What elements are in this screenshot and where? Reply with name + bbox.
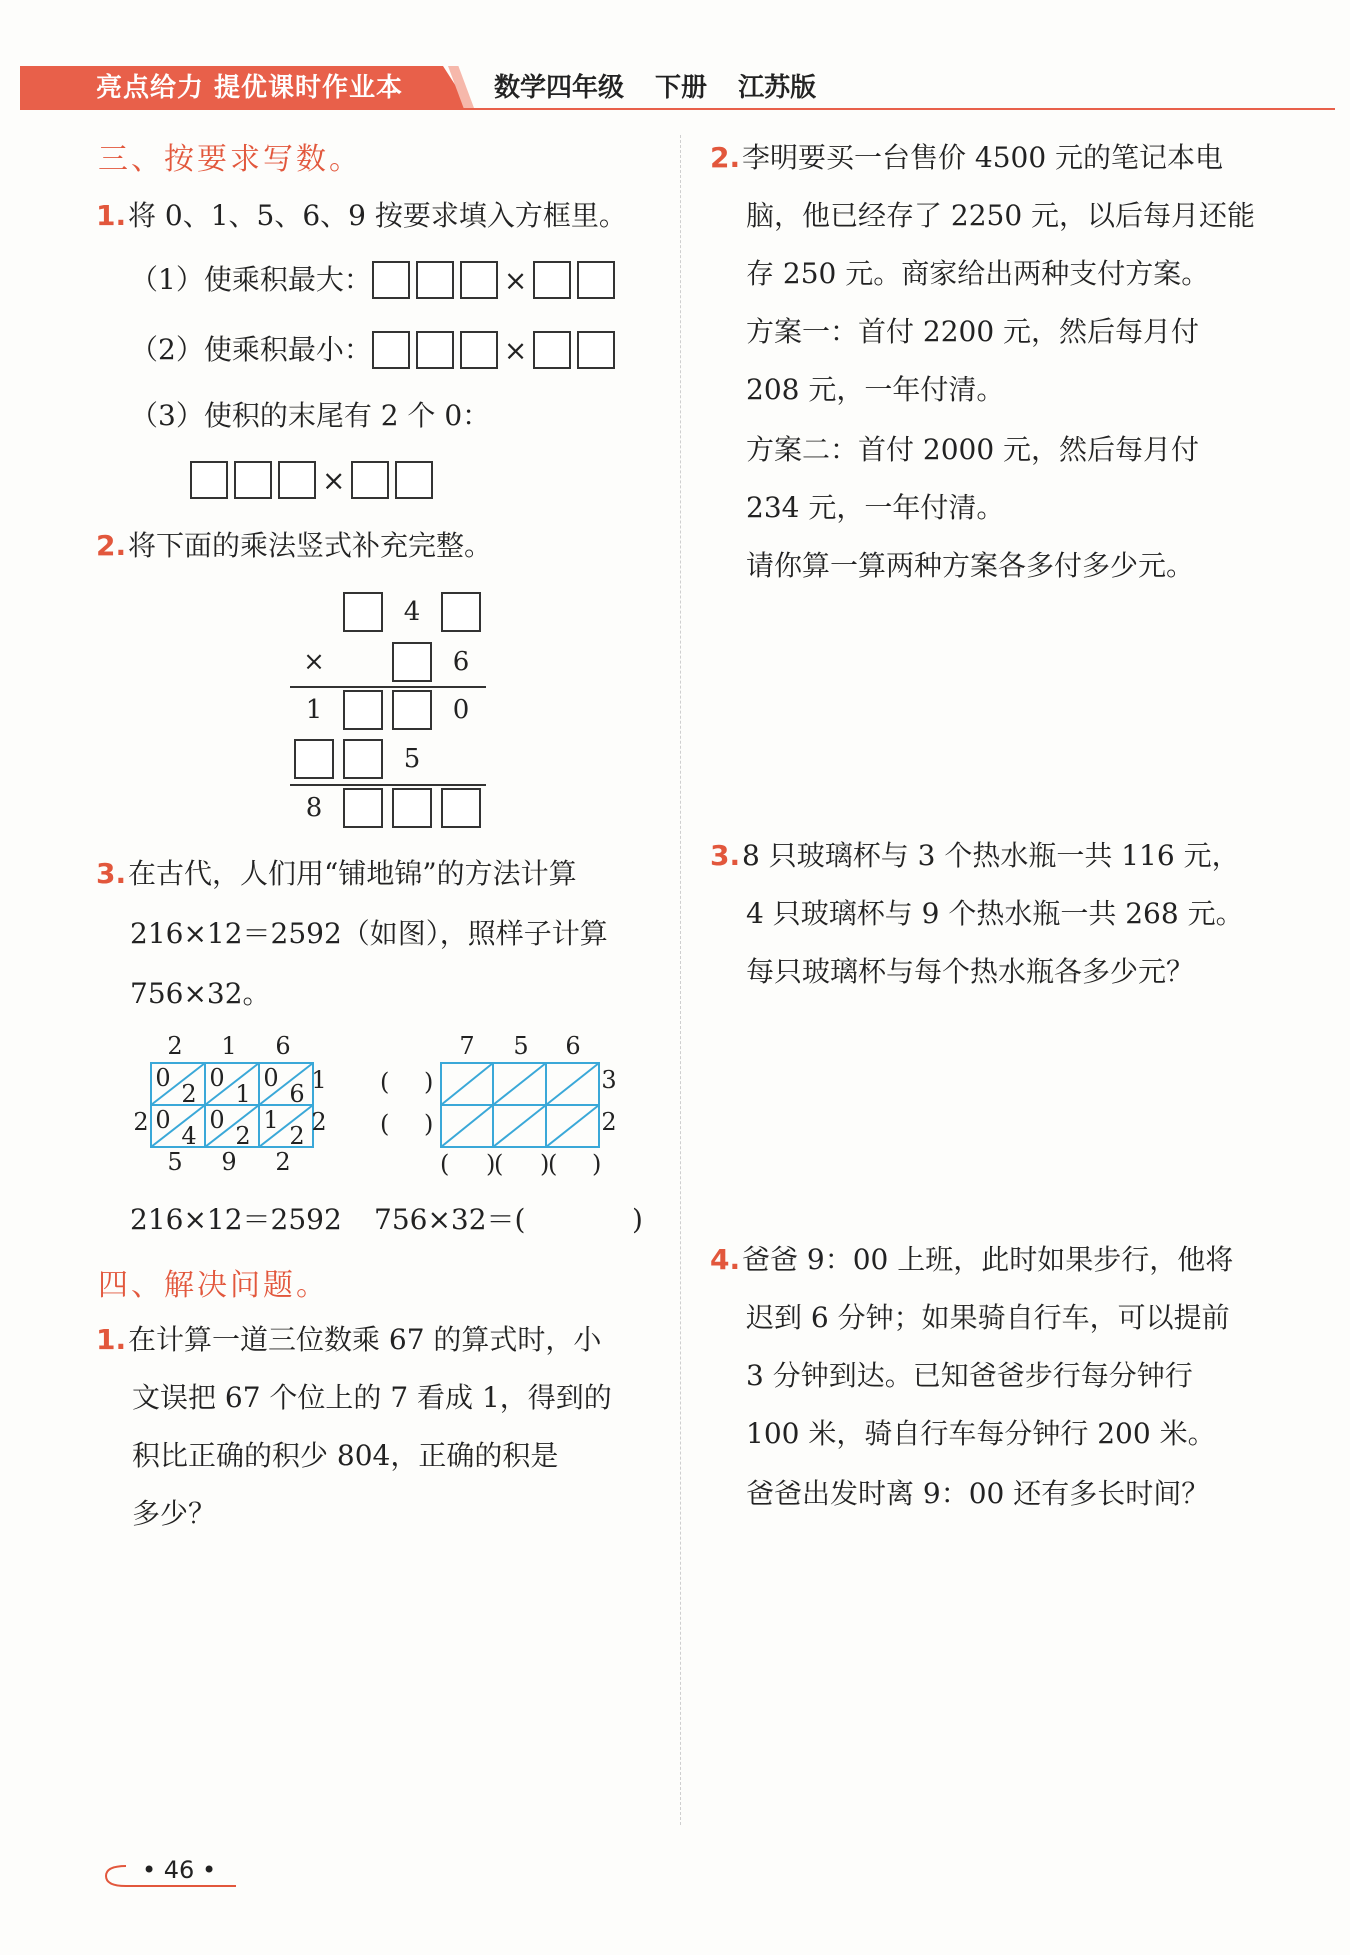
paren-close: ) xyxy=(424,1110,434,1138)
s4-q1-line-1 xyxy=(96,1320,601,1360)
paren-open: ( xyxy=(380,1110,390,1138)
s3-q1-part3 xyxy=(190,458,439,502)
digit: 4 xyxy=(403,597,421,627)
lattice-cell-digit: 1 xyxy=(235,1080,251,1108)
times-sign: × xyxy=(503,263,528,297)
answer-box[interactable] xyxy=(392,788,432,828)
s4-q4-number: 4. xyxy=(710,1243,741,1276)
s4-q2-line-5: 208 元，一年付清。 xyxy=(746,373,1005,406)
answer-box[interactable] xyxy=(343,788,383,828)
s4-q2-text: 李明要买一台售价 4500 元的笔记本电 xyxy=(742,141,1224,174)
answer-box[interactable] xyxy=(460,261,498,299)
s4-q4-line-3: 3 分钟到达。已知爸爸步行每分钟行 xyxy=(746,1359,1193,1392)
lattice-bottom-digit: 9 xyxy=(221,1148,237,1176)
answer-box[interactable] xyxy=(577,261,615,299)
paren-open: ( xyxy=(440,1150,450,1178)
s4-q2-line-3: 存 250 元。商家给出两种支付方案。 xyxy=(746,257,1210,290)
digit: 5 xyxy=(403,744,421,774)
answer-box[interactable] xyxy=(372,331,410,369)
lattice-top-digit: 6 xyxy=(275,1032,291,1060)
lattice-cell-digit: 6 xyxy=(289,1080,305,1108)
answer-box[interactable] xyxy=(441,592,481,632)
page-number-wrap xyxy=(142,1856,216,1884)
lattice-result-example: 216×12＝2592 xyxy=(130,1203,342,1236)
times-sign: × xyxy=(503,333,528,367)
answer-box[interactable] xyxy=(351,461,389,499)
answer-box[interactable] xyxy=(392,642,432,682)
s3-q3-text: 在古代，人们用“铺地锦”的方法计算 xyxy=(128,857,577,890)
column-divider xyxy=(680,135,681,1825)
lattice-cell-digit: 0 xyxy=(263,1064,279,1092)
s4-q3-line-2: 4 只玻璃杯与 9 个热水瓶一共 268 元。 xyxy=(746,897,1244,930)
lattice-cell-digit: 0 xyxy=(155,1064,171,1092)
lattice-top-digit: 1 xyxy=(221,1032,237,1060)
s4-q4-line-1 xyxy=(710,1240,1233,1280)
s3-q3-number: 3. xyxy=(96,857,127,890)
s4-q1-line-4: 多少？ xyxy=(132,1497,217,1530)
s3-q2-text: 将下面的乘法竖式补充完整。 xyxy=(128,529,493,562)
lattice-cell-digit: 4 xyxy=(181,1122,197,1150)
s3-q3-line-1 xyxy=(96,854,577,894)
s4-q2-number: 2. xyxy=(710,141,741,174)
s3-q1-part3-label: （3）使积的末尾有 2 个 0： xyxy=(130,399,491,432)
answer-box[interactable] xyxy=(343,592,383,632)
s4-q4-text: 爸爸 9：00 上班，此时如果步行，他将 xyxy=(742,1243,1234,1276)
lattice-bottom-digit: 2 xyxy=(275,1148,291,1176)
s4-q2-line-2: 脑，他已经存了 2250 元，以后每月还能 xyxy=(746,199,1256,232)
times-sign: × xyxy=(322,463,346,497)
lattice-result-exercise: 756×32＝( xyxy=(374,1203,526,1236)
lattice-exercise-grid xyxy=(440,1062,600,1148)
s3-q3-line-3: 756×32。 xyxy=(130,977,271,1010)
answer-box[interactable] xyxy=(343,739,383,779)
digit: 1 xyxy=(305,695,323,725)
answer-box[interactable] xyxy=(372,261,410,299)
answer-box[interactable] xyxy=(416,331,454,369)
s4-q3-number: 3. xyxy=(710,839,741,872)
s3-q1-part1-label: （1）使乘积最大： xyxy=(130,263,372,296)
lattice-right-digit: 1 xyxy=(311,1066,327,1094)
lattice-right-digit: 3 xyxy=(601,1066,617,1094)
section4-title: 四、解决问题。 xyxy=(98,1268,329,1303)
s4-q2-line-8: 请你算一算两种方案各多付多少元。 xyxy=(746,549,1195,582)
digit: 8 xyxy=(305,793,323,823)
answer-box[interactable] xyxy=(416,261,454,299)
answer-box[interactable] xyxy=(441,788,481,828)
header-brand: 亮点给力 提优课时作业本 xyxy=(96,73,404,103)
digit: 0 xyxy=(452,695,470,725)
answer-box[interactable] xyxy=(533,331,571,369)
lattice-right-digit: 2 xyxy=(601,1108,617,1136)
lattice-left-digit: 2 xyxy=(133,1108,149,1136)
header-book-info: 数学四年级 下册 江苏版 xyxy=(494,73,817,103)
times-sign: × xyxy=(303,647,325,677)
page-number: • 46 • xyxy=(142,1856,217,1884)
answer-box[interactable] xyxy=(395,461,433,499)
s3-q1-number: 1. xyxy=(96,199,127,232)
paren-open: ( xyxy=(380,1068,390,1096)
s4-q1-number: 1. xyxy=(96,1323,127,1356)
digit: 6 xyxy=(452,647,470,677)
s3-q2-number: 2. xyxy=(96,529,127,562)
s4-q4-line-2: 迟到 6 分钟；如果骑自行车，可以提前 xyxy=(746,1301,1230,1334)
paren-close: ) xyxy=(424,1068,434,1096)
s4-q2-line-4: 方案一：首付 2200 元，然后每月付 xyxy=(746,315,1200,348)
rule-line xyxy=(290,686,486,688)
section3-title: 三、按要求写数。 xyxy=(98,142,362,177)
s4-q3-line-1 xyxy=(710,836,1240,876)
s3-q1-part2 xyxy=(130,328,621,372)
s3-q1-part1 xyxy=(130,258,621,302)
s3-q1-stem xyxy=(96,196,627,236)
s4-q2-line-1 xyxy=(710,138,1223,178)
answer-box[interactable] xyxy=(577,331,615,369)
lattice-top-digit: 7 xyxy=(459,1032,475,1060)
paren-open: ( xyxy=(548,1150,558,1178)
lattice-cell-digit: 2 xyxy=(181,1080,197,1108)
paren-close: ) xyxy=(486,1150,496,1178)
header-rule xyxy=(20,108,1335,110)
lattice-cell-digit: 0 xyxy=(155,1106,171,1134)
lattice-cell-digit: 2 xyxy=(235,1122,251,1150)
s4-q1-line-3: 积比正确的积少 804，正确的积是 xyxy=(132,1439,559,1472)
s4-q3-text: 8 只玻璃杯与 3 个热水瓶一共 116 元， xyxy=(742,839,1240,872)
s3-q1-text: 将 0、1、5、6、9 按要求填入方框里。 xyxy=(128,199,627,232)
answer-box[interactable] xyxy=(234,461,272,499)
answer-box[interactable] xyxy=(278,461,316,499)
lattice-top-digit: 5 xyxy=(513,1032,529,1060)
s3-q1-part2-label: （2）使乘积最小： xyxy=(130,333,372,366)
answer-box[interactable] xyxy=(190,461,228,499)
lattice-result-exercise-close: ) xyxy=(632,1203,643,1236)
rule-line xyxy=(290,784,486,786)
s3-q3-line-2: 216×12＝2592（如图），照样子计算 xyxy=(130,917,608,950)
s4-q1-line-2: 文误把 67 个位上的 7 看成 1，得到的 xyxy=(132,1381,612,1414)
answer-box[interactable] xyxy=(343,690,383,730)
paren-open: ( xyxy=(494,1150,504,1178)
s4-q1-text: 在计算一道三位数乘 67 的算式时，小 xyxy=(128,1323,602,1356)
paren-close: ) xyxy=(540,1150,550,1178)
answer-box[interactable] xyxy=(392,690,432,730)
lattice-bottom-digit: 5 xyxy=(167,1148,183,1176)
s4-q4-line-5: 爸爸出发时离 9：00 还有多长时间？ xyxy=(746,1477,1210,1510)
s4-q2-line-7: 234 元，一年付清。 xyxy=(746,491,1005,524)
s4-q4-line-4: 100 米，骑自行车每分钟行 200 米。 xyxy=(746,1417,1216,1450)
answer-box[interactable] xyxy=(533,261,571,299)
lattice-cell-digit: 2 xyxy=(289,1122,305,1150)
lattice-cell-digit: 0 xyxy=(209,1106,225,1134)
answer-box[interactable] xyxy=(294,739,334,779)
s3-q2-stem xyxy=(96,526,492,566)
lattice-cell-digit: 0 xyxy=(209,1064,225,1092)
lattice-top-digit: 6 xyxy=(565,1032,581,1060)
s4-q2-line-6: 方案二：首付 2000 元，然后每月付 xyxy=(746,433,1200,466)
lattice-right-digit: 2 xyxy=(311,1108,327,1136)
s4-q3-line-3: 每只玻璃杯与每个热水瓶各多少元？ xyxy=(746,955,1195,988)
lattice-top-digit: 2 xyxy=(167,1032,183,1060)
lattice-cell-digit: 1 xyxy=(263,1106,279,1134)
answer-box[interactable] xyxy=(460,331,498,369)
paren-close: ) xyxy=(592,1150,602,1178)
